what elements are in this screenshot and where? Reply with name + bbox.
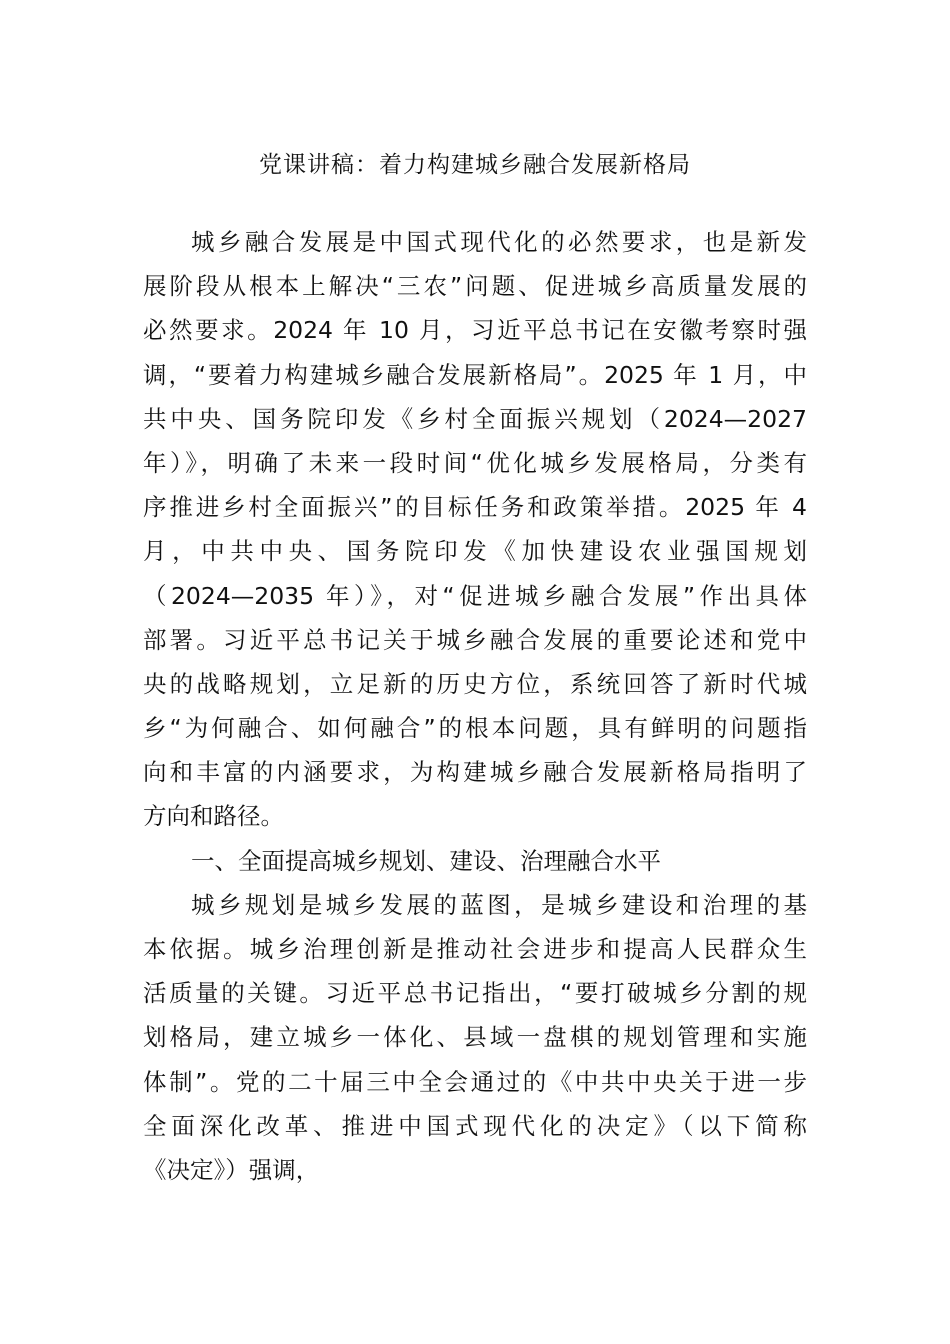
paragraph-line: 年）》，明确了未来一段时间“优化城乡发展格局，分类有 bbox=[143, 448, 807, 477]
paragraph-line: 月，中共中央、国务院印发《加快建设农业强国规划 bbox=[143, 537, 807, 566]
paragraph-line: 共中央、国务院印发《乡村全面振兴规划（2024—2027 bbox=[143, 404, 807, 433]
paragraph-line: 部署。习近平总书记关于城乡融合发展的重要论述和党中 bbox=[143, 625, 807, 654]
paragraph-line: 央的战略规划，立足新的历史方位，系统回答了新时代城 bbox=[143, 669, 807, 698]
section-heading: 一、全面提高城乡规划、建设、治理融合水平 bbox=[191, 846, 661, 875]
paragraph-line: （2024—2035 年）》，对“促进城乡融合发展”作出具体 bbox=[143, 581, 807, 610]
paragraph-line: 城乡融合发展是中国式现代化的必然要求，也是新发 bbox=[191, 228, 807, 256]
paragraph-line: 向和丰富的内涵要求，为构建城乡融合发展新格局指明了 bbox=[143, 758, 807, 787]
paragraph-line: 活质量的关键。习近平总书记指出，“要打破城乡分割的规 bbox=[143, 979, 807, 1008]
paragraph-line: 调，“要着力构建城乡融合发展新格局”。2025 年 1 月，中 bbox=[143, 360, 807, 389]
paragraph-line: 城乡规划是城乡发展的蓝图，是城乡建设和治理的基 bbox=[191, 890, 807, 919]
paragraph-line: 本依据。城乡治理创新是推动社会进步和提高人民群众生 bbox=[143, 935, 807, 963]
paragraph-line: 乡“为何融合、如何融合”的根本问题，具有鲜明的问题指 bbox=[143, 714, 807, 743]
paragraph-line: 《决定》）强调， bbox=[143, 1155, 320, 1184]
paragraph-line: 方向和路径。 bbox=[143, 802, 284, 831]
paragraph-line: 必然要求。2024 年 10 月，习近平总书记在安徽考察时强 bbox=[143, 316, 807, 345]
document-title: 党课讲稿：着力构建城乡融合发展新格局 bbox=[259, 152, 691, 178]
document-body bbox=[143, 220, 807, 1192]
paragraph-line: 展阶段从根本上解决“三农”问题、促进城乡高质量发展的 bbox=[143, 272, 807, 301]
paragraph-line: 划格局，建立城乡一体化、县域一盘棋的规划管理和实施 bbox=[143, 1023, 807, 1052]
paragraph-line: 全面深化改革、推进中国式现代化的决定》（以下简称 bbox=[143, 1111, 807, 1140]
paragraph-line: 序推进乡村全面振兴”的目标任务和政策举措。2025 年 4 bbox=[143, 493, 807, 522]
paragraph-line: 体制”。党的二十届三中全会通过的《中共中央关于进一步 bbox=[143, 1067, 807, 1096]
